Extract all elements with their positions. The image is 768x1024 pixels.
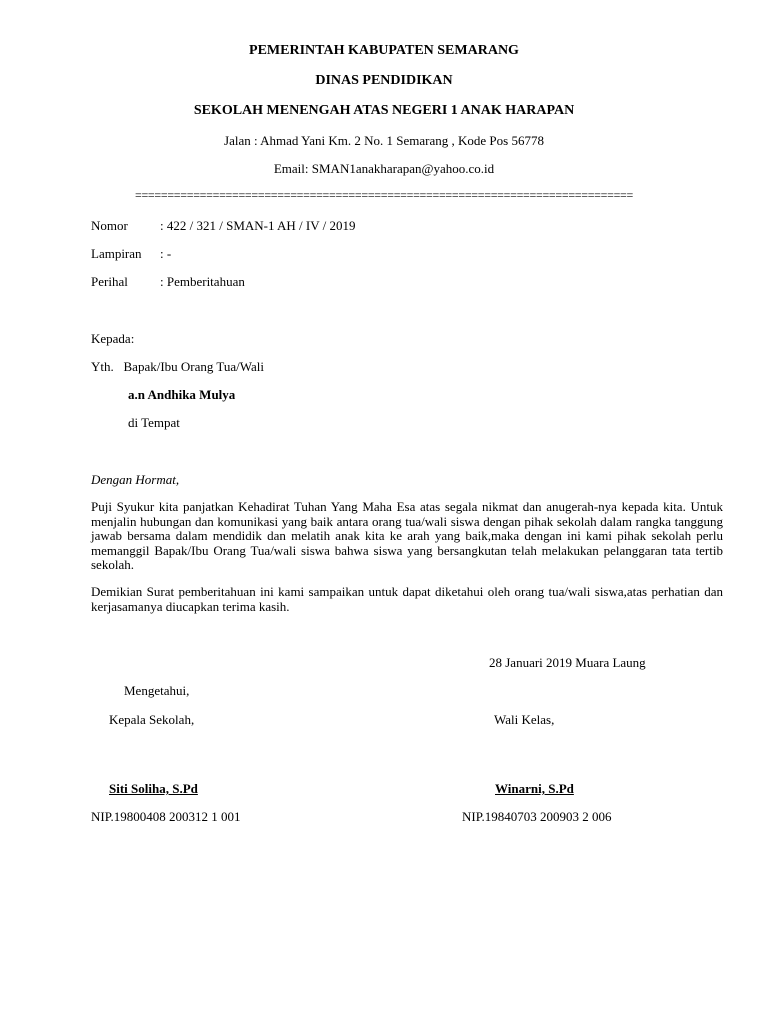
homeroom-teacher-name: Winarni, S.Pd <box>495 781 574 796</box>
date-place: 28 Januari 2019 Muara Laung <box>489 655 646 670</box>
letterhead-department: DINAS PENDIDIKAN <box>315 73 453 88</box>
mengetahui-label: Mengetahui, <box>124 683 190 698</box>
nomor-label: Nomor <box>91 218 128 233</box>
recipient-yth: Yth. Bapak/Ibu Orang Tua/Wali <box>91 359 264 374</box>
homeroom-teacher-title: Wali Kelas, <box>494 712 555 727</box>
principal-title: Kepala Sekolah, <box>109 712 195 727</box>
letterhead-government: PEMERINTAH KABUPATEN SEMARANG <box>249 43 519 58</box>
body-paragraph-1: Puji Syukur kita panjatkan Kehadirat Tuhan Yang Maha Esa atas segala nikmat dan anugerah-nya kepada kita. Untuk menjalin hubungan dan komunikasi yang baik antara orang tua/wali siswa dengan pihak sekolah dalam rangka tanggung jawab bersama dalam mendidik dan melatih anak kita ke arah yang baik,maka dengan ini kami pihak sekolah perlu memanggil Bapak/Ibu Orang Tua/wali siswa bahwa siswa yang bersangkutan telah melakukan pelanggaran tata tertib sekolah. <box>91 499 723 572</box>
recipient-kepada: Kepada: <box>91 331 135 346</box>
meta-nomor <box>91 218 356 234</box>
recipient-name: a.n Andhika Mulya <box>128 387 236 402</box>
meta-lampiran <box>91 246 171 262</box>
letterhead-separator: ============================================================================= <box>134 188 633 202</box>
homeroom-teacher-nip: NIP.19840703 200903 2 006 <box>462 809 612 824</box>
letterhead-address: Jalan : Ahmad Yani Km. 2 No. 1 Semarang , Kode Pos 56778 <box>224 133 544 148</box>
recipient-place: di Tempat <box>128 415 180 430</box>
body-paragraph-2: Demikian Surat pemberitahuan ini kami sampaikan untuk dapat diketahui oleh orang tua/wali siswa,atas perhatian dan kerjasamanya diucapkan terima kasih. <box>91 584 723 614</box>
principal-name: Siti Soliha, S.Pd <box>109 781 198 796</box>
nomor-value: : 422 / 321 / SMAN-1 AH / IV / 2019 <box>160 218 356 233</box>
meta-perihal <box>91 274 245 290</box>
lampiran-value: : - <box>160 246 172 261</box>
perihal-label: Perihal <box>91 274 128 289</box>
lampiran-label: Lampiran <box>91 246 142 261</box>
greeting: Dengan Hormat, <box>91 472 180 487</box>
perihal-value: : Pemberitahuan <box>160 274 245 289</box>
principal-nip: NIP.19800408 200312 1 001 <box>91 809 241 824</box>
letterhead-school-name: SEKOLAH MENENGAH ATAS NEGERI 1 ANAK HARAPAN <box>193 103 575 118</box>
letterhead-email: Email: SMAN1anakharapan@yahoo.co.id <box>273 161 495 176</box>
